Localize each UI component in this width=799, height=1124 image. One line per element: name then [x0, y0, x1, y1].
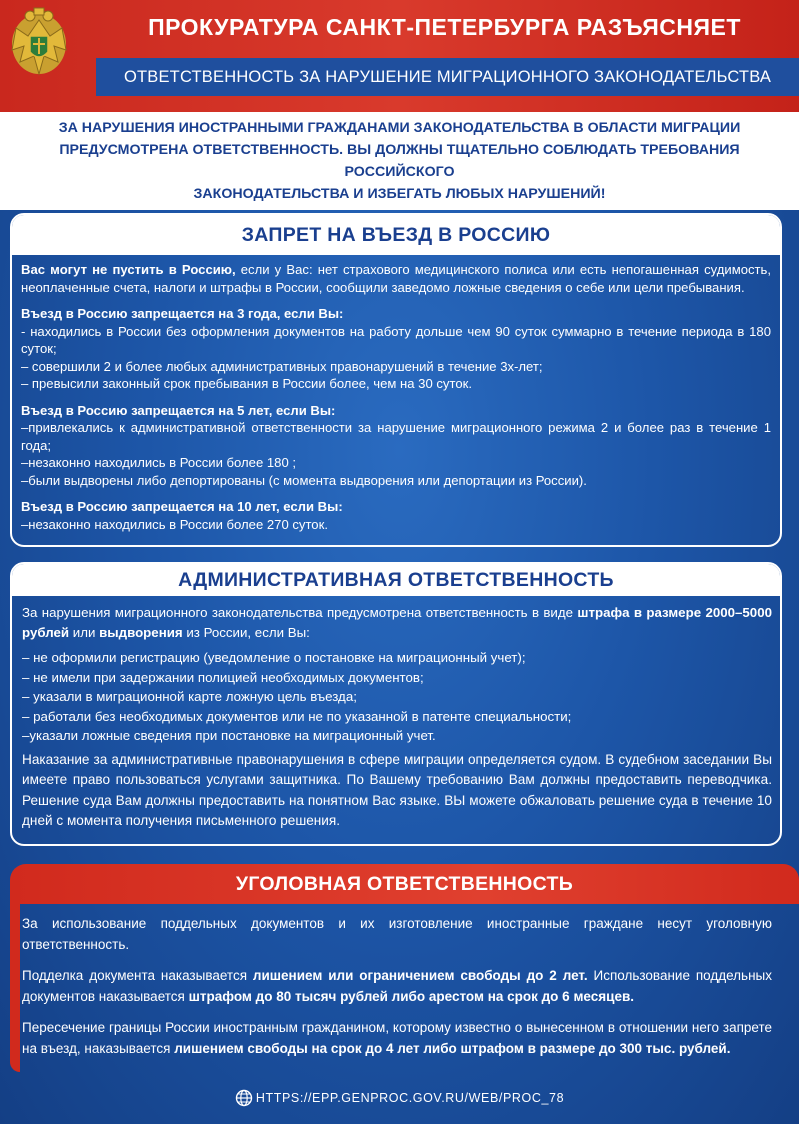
list-item: – совершили 2 и более любых административных правонарушений в течение 3х-лет;: [21, 358, 543, 374]
list-item: –указали ложные сведения при постановке на миграционный учет.: [22, 728, 436, 743]
list-item: – работали без необходимых документов или не по указанной в патенте специальности;: [22, 708, 572, 724]
prosecutor-eagle-emblem-icon: [10, 6, 68, 78]
entry-ban-intro: Вас могут не пустить в Россию, если у Вас: нет страхового медицинского полиса или есть непогашенная судимость, неоплаченные счета, налоги и штрафы в России, сообщили заведомо ложные сведения о себе или цели пребывания.: [21, 262, 771, 295]
entry-ban-content: [21, 261, 771, 533]
admin-intro: За нарушения миграционного законодательства предусмотрена ответственность в виде штрафа в размере 2000–5000 рублей или выдворения из России, если Вы:: [22, 605, 772, 640]
intro-line-2: ПРЕДУСМОТРЕНА ОТВЕТСТВЕННОСТЬ. ВЫ ДОЛЖНЫ ТЩАТЕЛЬНО СОБЛЮДАТЬ ТРЕБОВАНИЯ РОССИЙСКОГО: [59, 142, 740, 180]
list-item: –были выдворены либо депортированы (с момента выдворения или депортации из России).: [21, 472, 587, 488]
criminal-content: [22, 913, 772, 1059]
criminal-title: УГОЛОВНАЯ ОТВЕТСТВЕННОСТЬ: [10, 864, 799, 904]
list-item: – не имели при задержании полицией необходимых документов;: [22, 669, 424, 685]
list-item: –привлекались к административной ответственности за нарушение миграционного режима 2 и более раз в течение 1 года;: [21, 420, 771, 453]
entry-ban-title: ЗАПРЕТ НА ВЪЕЗД В РОССИЮ: [12, 215, 780, 255]
admin-content: [22, 603, 772, 832]
list-item: – превысили законный срок пребывания в России более, чем на 30 суток.: [21, 376, 472, 391]
ban-3-years-heading: Въезд в Россию запрещается на 3 года, если Вы:: [21, 306, 344, 321]
intro-line-1: ЗА НАРУШЕНИЯ ИНОСТРАННЫМИ ГРАЖДАНАМИ ЗАКОНОДАТЕЛЬСТВА В ОБЛАСТИ МИГРАЦИИ: [58, 120, 741, 136]
footer: [0, 1089, 799, 1107]
criminal-paragraph-1: За использование поддельных документов и их изготовление иностранные граждане несут уголовную ответственность.: [22, 916, 772, 952]
list-item: – не оформили регистрацию (уведомление о постановке на миграционный учет);: [22, 650, 526, 665]
globe-icon: [235, 1089, 253, 1107]
list-item: - находились в России без оформления документов на работу дольше чем 90 суток суммарно в течение периода в 180 суток;: [21, 323, 771, 356]
ban-5-years-heading: Въезд в Россию запрещается на 5 лет, если Вы:: [21, 402, 336, 418]
intro-line-3: ЗАКОНОДАТЕЛЬСТВА И ИЗБЕГАТЬ ЛЮБЫХ НАРУШЕНИЙ!: [193, 186, 606, 202]
admin-court-paragraph: Наказание за административные правонарушения в сфере миграции определяется судом. В судебном заседании Вы имеете право пользоваться услугами защитника. По Вашему требованию Вам должны предоставить переводчика. Решение суда Вам должны предоставить на понятном Вас языке. ВЫ можете обжаловать решение суда в течение 10 дней с момента получения письменного решения.: [22, 751, 772, 828]
criminal-side-bar: [10, 884, 20, 1072]
footer-url-link[interactable]: HTTPS://EPP.GENPROC.GOV.RU/WEB/PROC_78: [255, 1091, 565, 1105]
criminal-paragraph-3: Пересечение границы России иностранным гражданином, которому известно о вынесенном в отношении него запрете на въезд, наказывается лишением свободы на срок до 4 лет либо штрафом в размере до 300 тыс. рублей.: [22, 1020, 772, 1056]
ban-10-years-heading: Въезд в Россию запрещается на 10 лет, если Вы:: [21, 499, 343, 514]
criminal-paragraph-2: Подделка документа наказывается лишением или ограничением свободы до 2 лет. Использование поддельных документов наказывается штрафом до 80 тысяч рублей либо арестом на срок до 6 месяцев.: [22, 968, 773, 1004]
list-item: – указали в миграционной карте ложную цель въезда;: [22, 689, 357, 704]
list-item: –незаконно находились в России более 180 ;: [21, 455, 297, 470]
page-subtitle: ОТВЕТСТВЕННОСТЬ ЗА НАРУШЕНИЕ МИГРАЦИОННОГО ЗАКОНОДАТЕЛЬСТВА: [96, 58, 799, 96]
list-item: –незаконно находились в России более 270 суток.: [21, 516, 328, 532]
page-title: ПРОКУРАТУРА САНКТ-ПЕТЕРБУРГА РАЗЪЯСНЯЕТ: [148, 14, 741, 40]
intro-notice: [0, 112, 799, 210]
admin-title: АДМИНИСТРАТИВНАЯ ОТВЕТСТВЕННОСТЬ: [12, 564, 780, 596]
